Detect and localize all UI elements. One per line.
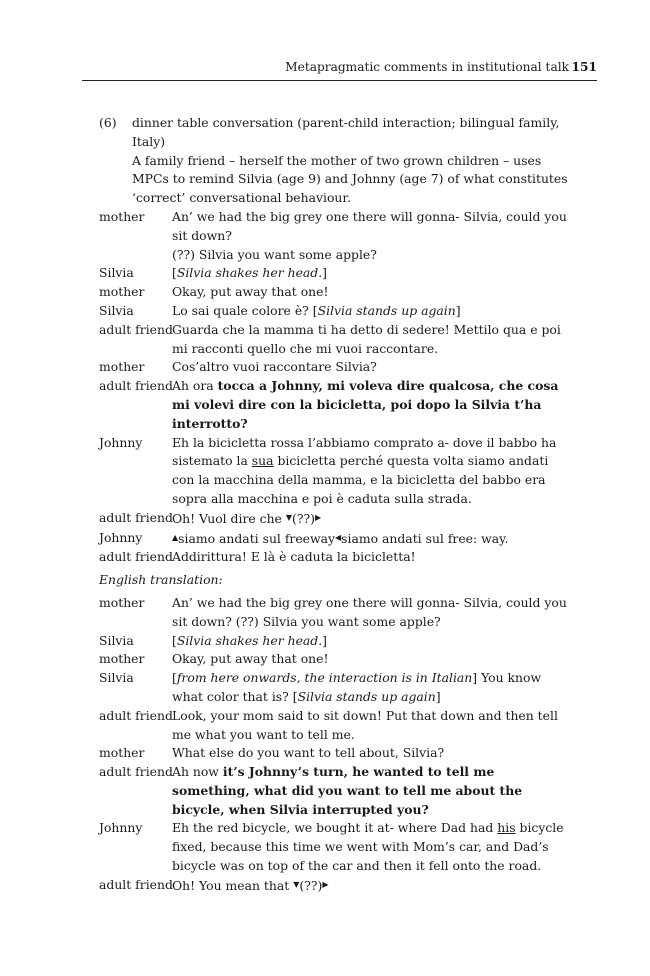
speaker-label: Johnny	[99, 434, 143, 450]
utterance: Guarda che la mamma ti ha detto di sedere! Mettilo qua e poi mi racconti quello che mi vuoi raccontare.	[172, 321, 561, 356]
stage-direction: Silvia shakes her head.	[176, 632, 323, 648]
utterance: An’ we had the big grey one there will gonna- Silvia, could you sit down? (??) Silvia you want some apple?	[172, 594, 567, 629]
speaker-label: adult friend	[99, 509, 173, 525]
speaker-label: mother	[99, 284, 145, 300]
transcript-line: adult friend Oh! You mean that ▼(??)▶	[99, 876, 569, 896]
stressed-word: his	[497, 820, 516, 836]
emphasized-text: it’s Johnny’s turn, he wanted to tell me something, what did you want to tell me about the bicycle, when Silvia interrupted you?	[172, 764, 523, 817]
speaker-label: mother	[99, 651, 145, 667]
utterance: Okay, put away that one!	[172, 284, 329, 300]
utterance: An’ we had the big grey one there will gonna- Silvia, could you sit down?	[172, 208, 567, 243]
down-arrow-icon: ▼	[293, 879, 300, 889]
transcript-line: Johnny ▲siamo andati sul freeway◀siamo andati sul free: way.	[99, 529, 569, 549]
right-arrow-icon: ▶	[322, 879, 329, 889]
transcript-line	[99, 744, 569, 763]
utterance: Okay, put away that one!	[172, 651, 329, 667]
transcript-line: Silvia [Silvia shakes her head.]	[99, 632, 569, 651]
transcript-line	[99, 283, 569, 302]
utterance: Look, your mom said to sit down! Put that down and then tell me what you want to tell me.	[172, 707, 558, 742]
utterance: Addirittura! E là è caduta la bicicletta!	[172, 549, 416, 565]
transcript-line	[99, 650, 569, 669]
transcript-line	[99, 208, 569, 246]
transcript-line: Silvia [Silvia shakes her head.]	[99, 264, 569, 283]
example-description: dinner table conversation (parent-child interaction; bilingual family, Italy)	[132, 115, 560, 149]
stage-direction: Silvia stands up again	[317, 302, 456, 318]
transcript-line: Johnny Eh the red bicycle, we bought it at- where Dad had his bicycle fixed, because this time we went with Mom’s car, and Dad’s bicycle was on top of the car and then it fell onto the road.	[99, 819, 569, 875]
utterance: (??) Silvia you want some apple?	[172, 246, 377, 262]
example-intro	[99, 114, 569, 208]
translation-heading: English translation:	[99, 572, 223, 588]
speaker-label: mother	[99, 359, 145, 375]
stage-direction: from here onwards, the interaction is in Italian	[176, 670, 473, 686]
transcript-line	[99, 358, 569, 377]
example-description: A family friend – herself the mother of two grown children – uses MPCs to remind Silvia (age 9) and Johnny (age 7) of what constitutes ‘correct’ conversational behaviour.	[132, 152, 568, 206]
transcript-line	[99, 321, 569, 359]
stage-direction: Silvia stands up again	[297, 688, 436, 704]
utterance: What else do you want to tell about, Silvia?	[172, 745, 445, 761]
transcript-line: adult friend Ah ora tocca a Johnny, mi voleva dire qualcosa, che cosa mi volevi dire con la bicicletta, poi dopo la Silvia t’ha interrotto?	[99, 377, 569, 433]
transcript-line	[99, 246, 569, 265]
utterance: Cos’altro vuoi raccontare Silvia?	[172, 359, 377, 375]
page-header	[82, 58, 597, 81]
stressed-word: sua	[251, 453, 274, 469]
transcript-line: adult friend Oh! Vuol dire che ▼(??)▶	[99, 509, 569, 529]
speaker-label: adult friend	[99, 764, 173, 780]
speaker-label: adult friend	[99, 876, 173, 892]
transcript-line: Silvia Lo sai quale colore è? [Silvia stands up again]	[99, 302, 569, 321]
transcript-line	[99, 707, 569, 745]
page-body	[99, 114, 569, 896]
speaker-label: mother	[99, 594, 145, 610]
page-number: 151	[571, 60, 597, 74]
right-arrow-icon: ▶	[314, 512, 322, 522]
down-arrow-icon: ▼	[285, 512, 292, 522]
up-arrow-icon: ▲	[172, 532, 179, 542]
transcript-line	[99, 594, 569, 632]
transcript-line	[99, 548, 569, 567]
speaker-label: Silvia	[99, 632, 134, 648]
left-arrow-icon: ◀	[335, 532, 342, 542]
emphasized-text: tocca a Johnny, mi voleva dire qualcosa, che cosa mi volevi dire con la bicicletta, poi dopo la Silvia t’ha interrotto?	[172, 378, 559, 431]
speaker-label: adult friend	[99, 549, 173, 565]
speaker-label: adult friend	[99, 707, 173, 723]
speaker-label: mother	[99, 745, 145, 761]
speaker-label: Silvia	[99, 670, 134, 686]
stage-direction: Silvia shakes her head.	[176, 265, 323, 281]
transcript-line: Silvia [from here onwards, the interaction is in Italian] You know what color that is? [Silvia stands up again]	[99, 669, 569, 707]
speaker-label: Silvia	[99, 302, 134, 318]
speaker-label: adult friend	[99, 378, 173, 394]
transcript-line: adult friend Ah now it’s Johnny’s turn, he wanted to tell me something, what did you want to tell me about the bicycle, when Silvia interrupted you?	[99, 763, 569, 819]
speaker-label: adult friend	[99, 321, 173, 337]
speaker-label: mother	[99, 208, 145, 224]
speaker-label: Johnny	[99, 820, 143, 836]
speaker-label: Johnny	[99, 529, 143, 545]
running-title: Metapragmatic comments in institutional talk	[285, 60, 569, 74]
example-number: (6)	[99, 115, 117, 130]
speaker-label: Silvia	[99, 265, 134, 281]
speaker-label	[99, 246, 172, 265]
transcript-line: Johnny Eh la bicicletta rossa l’abbiamo comprato a- dove il babbo ha sistemato la sua bicicletta perché questa volta siamo andati con la macchina della mamma, e la bicicletta del babbo era sopra alla macchina e poi è caduta sulla strada.	[99, 434, 569, 509]
